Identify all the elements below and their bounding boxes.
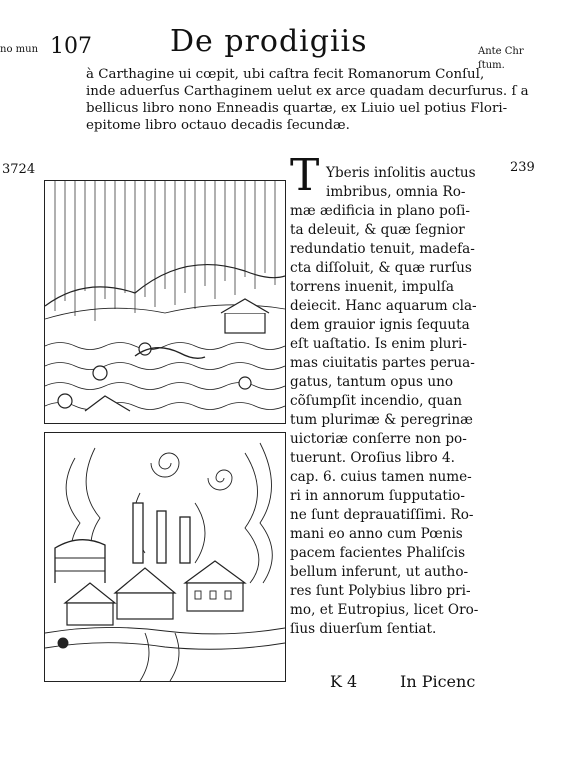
signature-mark: K 4: [330, 672, 358, 691]
year-marker-left: 3724: [2, 162, 36, 177]
column-line: eſt uaſtatio. Is enim pluri-: [290, 336, 467, 352]
column-line: dem grauior ignis ſequuta: [290, 317, 470, 333]
text-column: [290, 202, 478, 639]
column-line: pacem facientes Phaliſcis: [290, 545, 466, 561]
column-line: gatus, tantum opus uno: [290, 374, 454, 390]
intro-paragraph: [86, 66, 529, 134]
intro-line: bellicus libro nono Enneadis quartæ, ex Liuio uel potius Flori-: [86, 101, 508, 116]
text-column-top: [326, 164, 476, 202]
intro-line: epitome libro octauo decadis ſecundæ.: [86, 118, 350, 133]
column-line: ſius diuerſum ſentiat.: [290, 621, 437, 637]
intro-line: à Carthagine ui cœpit, ubi caſtra fecit Romanorum Conſul,: [86, 67, 485, 82]
column-line: ne ſunt deprauatiſſimi. Ro-: [290, 507, 474, 523]
column-line: cõſumpſit incendio, quan: [290, 393, 463, 409]
column-line: tum plurimæ & peregrinæ: [290, 412, 473, 428]
column-line: torrens inuenit, impulſa: [290, 279, 455, 295]
column-line: ta deleuit, & quæ ſegnior: [290, 222, 465, 238]
woodcut-flood: [44, 180, 286, 424]
column-line: mani eo anno cum Pœnis: [290, 526, 463, 542]
column-line: mas ciuitatis partes perua-: [290, 355, 475, 371]
catchword: In Picenc: [400, 672, 476, 691]
fire-illustration: [45, 433, 285, 681]
column-line: uictoriæ conſerre non po-: [290, 431, 467, 447]
column-line: Yberis inſolitis auctus: [326, 165, 476, 181]
drop-cap: T: [290, 150, 320, 201]
intro-line: inde aduerſus Carthaginem uelut ex arce quadam decurſurus. ſ a: [86, 84, 529, 99]
column-line: res ſunt Polybius libro pri-: [290, 583, 471, 599]
column-line: mo, et Eutropius, licet Oro-: [290, 602, 479, 618]
column-line: cta diſſoluit, & quæ rurſus: [290, 260, 472, 276]
margin-note-right-bottom: ſtum.: [478, 60, 505, 71]
page-number: 107: [50, 34, 92, 59]
column-line: redundatio tenuit, madefa-: [290, 241, 475, 257]
margin-note-left: no mun: [0, 44, 39, 55]
year-marker-right: 239: [510, 160, 535, 175]
column-line: cap. 6. cuius tamen nume-: [290, 469, 472, 485]
running-title: De prodigiis: [170, 24, 368, 59]
flood-illustration: [45, 181, 285, 423]
margin-note-right-top: Ante Chr: [478, 46, 524, 57]
column-line: imbribus, omnia Ro-: [326, 184, 466, 200]
column-line: deiecit. Hanc aquarum cla-: [290, 298, 477, 314]
column-line: bellum inferunt, ut autho-: [290, 564, 469, 580]
column-line: tuerunt. Oroſius libro 4.: [290, 450, 456, 466]
column-line: mæ ædificia in plano poſi-: [290, 203, 470, 219]
woodcut-fire: [44, 432, 286, 682]
column-line: ri in annorum ſupputatio-: [290, 488, 465, 504]
